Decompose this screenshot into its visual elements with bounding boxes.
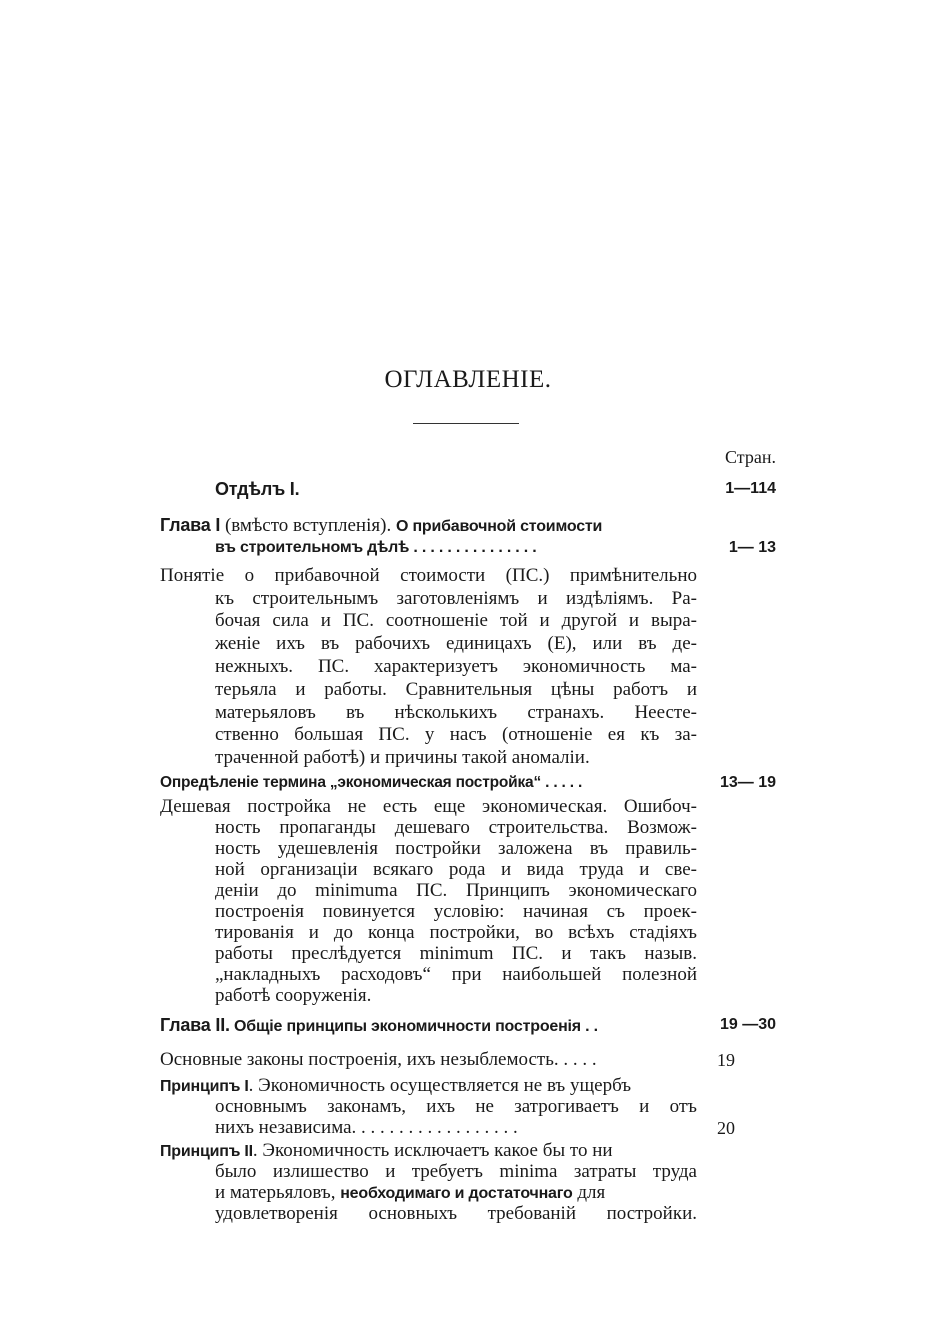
definition-desc-line: ность пропаганды дешеваго строительства. Возмож- xyxy=(215,818,697,838)
chapter1-desc-line: терьяла и работы. Сравнительныя цѣны работъ и xyxy=(215,680,697,700)
definition-desc-line: тированія и до конца постройки, во всѣхъ стадіяхъ xyxy=(215,923,697,943)
principle2-line: удовлетворенія основныхъ требованій постройки. xyxy=(215,1204,697,1224)
chapter1-title: О прибавочной стоимости xyxy=(395,518,603,535)
chapter1-prefix: Глава I xyxy=(160,515,221,535)
definition-desc-line: Дешевая постройка не есть еще экономическая. Ошибоч- xyxy=(160,797,697,817)
chapter2-entry-pages: 19 xyxy=(717,1050,735,1070)
page-title: ОГЛАВЛЕНІЕ. xyxy=(384,366,552,393)
chapter2-prefix: Глава II. xyxy=(160,1015,230,1035)
principle2-line xyxy=(215,1183,605,1204)
principle2-line: было излишество и требуетъ minima затраты труда xyxy=(215,1162,697,1182)
chapter2-entry: Основные законы построенія, ихъ незыблемость. . . . . xyxy=(160,1049,597,1070)
chapter2-heading xyxy=(160,1015,598,1037)
chapter2-title: Общіе принципы экономичности построенія . . xyxy=(229,1018,598,1035)
chapter2-pages: 19 —30 xyxy=(719,1016,776,1033)
chapter1-pages: 1— 13 xyxy=(728,539,776,556)
principle1-line xyxy=(160,1076,631,1097)
principle2-bold-phrase: необходимаго и достаточнаго xyxy=(340,1185,573,1202)
chapter1-desc-line: матерьяловъ въ нѣсколькихъ странахъ. Неесте- xyxy=(215,703,697,723)
chapter1-note: (вмѣсто вступленія). xyxy=(220,515,396,536)
chapter1-desc-line: Понятіе о прибавочной стоимости (ПС.) примѣнительно xyxy=(160,566,697,586)
definition-desc-line: ность удешевленія постройки заложена въ правиль- xyxy=(215,839,697,859)
section-label: Отдѣлъ I. xyxy=(215,479,300,499)
chapter1-desc-line: нежныхъ. ПС. характеризуетъ экономичность ма- xyxy=(215,657,697,677)
principle1-line: основнымъ законамъ, ихъ не затрогиваетъ и отъ xyxy=(215,1097,697,1117)
principle2-text: и матерьяловъ, xyxy=(215,1182,341,1203)
chapter1-desc-line: траченной работѣ) и причины такой аномаліи. xyxy=(215,747,590,768)
definition-desc-line: работы преслѣдуется minimum ПС. и такъ назыв. xyxy=(215,944,697,964)
principle2-text: . Экономичность исключаетъ какое бы то ни xyxy=(252,1140,613,1161)
chapter1-desc-line: женіе ихъ въ рабочихъ единицахъ (Е), или въ де- xyxy=(215,634,697,654)
principle2-line xyxy=(160,1141,613,1162)
principle2-label: Принципъ II xyxy=(160,1143,253,1160)
definition-pages: 13— 19 xyxy=(719,774,776,791)
chapter1-title-cont: въ строительномъ дѣлѣ . . . . . . . . . . . . . . . xyxy=(215,539,537,556)
definition-heading: Опредѣленіе термина „экономическая постройка“ . . . . . xyxy=(160,774,583,791)
principle1-pages: 20 xyxy=(717,1118,735,1138)
principle1-label: Принципъ I xyxy=(160,1078,249,1095)
chapter1-heading xyxy=(160,515,602,537)
pages-column-header: Стран. xyxy=(725,447,776,467)
principle2-text: для xyxy=(572,1182,606,1203)
chapter1-desc-line: бочая сила и ПС. соотношеніе той и другой и выра- xyxy=(215,611,697,631)
chapter1-desc-line: ственно большая ПС. у насъ (отношеніе ея къ за- xyxy=(215,725,697,745)
definition-desc-line: работѣ сооруженія. xyxy=(215,985,372,1006)
title-divider xyxy=(413,423,519,424)
chapter1-desc-line: къ строительнымъ заготовленіямъ и издѣліямъ. Ра- xyxy=(215,589,697,609)
principle1-line: нихъ независима. . . . . . . . . . . . . . . . . . xyxy=(215,1117,518,1138)
definition-desc-line: ной организаціи всякаго рода и вида труда и све- xyxy=(215,860,697,880)
definition-desc-line: построенія повинуется условію: начиная съ проек- xyxy=(215,902,697,922)
definition-desc-line: „накладныхъ расходовъ“ при наибольшей полезной xyxy=(215,965,697,985)
section-pages: 1—114 xyxy=(725,480,776,497)
definition-desc-line: деніи до minimuma ПС. Принципъ экономическаго xyxy=(215,881,697,901)
principle1-text: . Экономичность осуществляется не въ ущербъ xyxy=(248,1075,632,1096)
